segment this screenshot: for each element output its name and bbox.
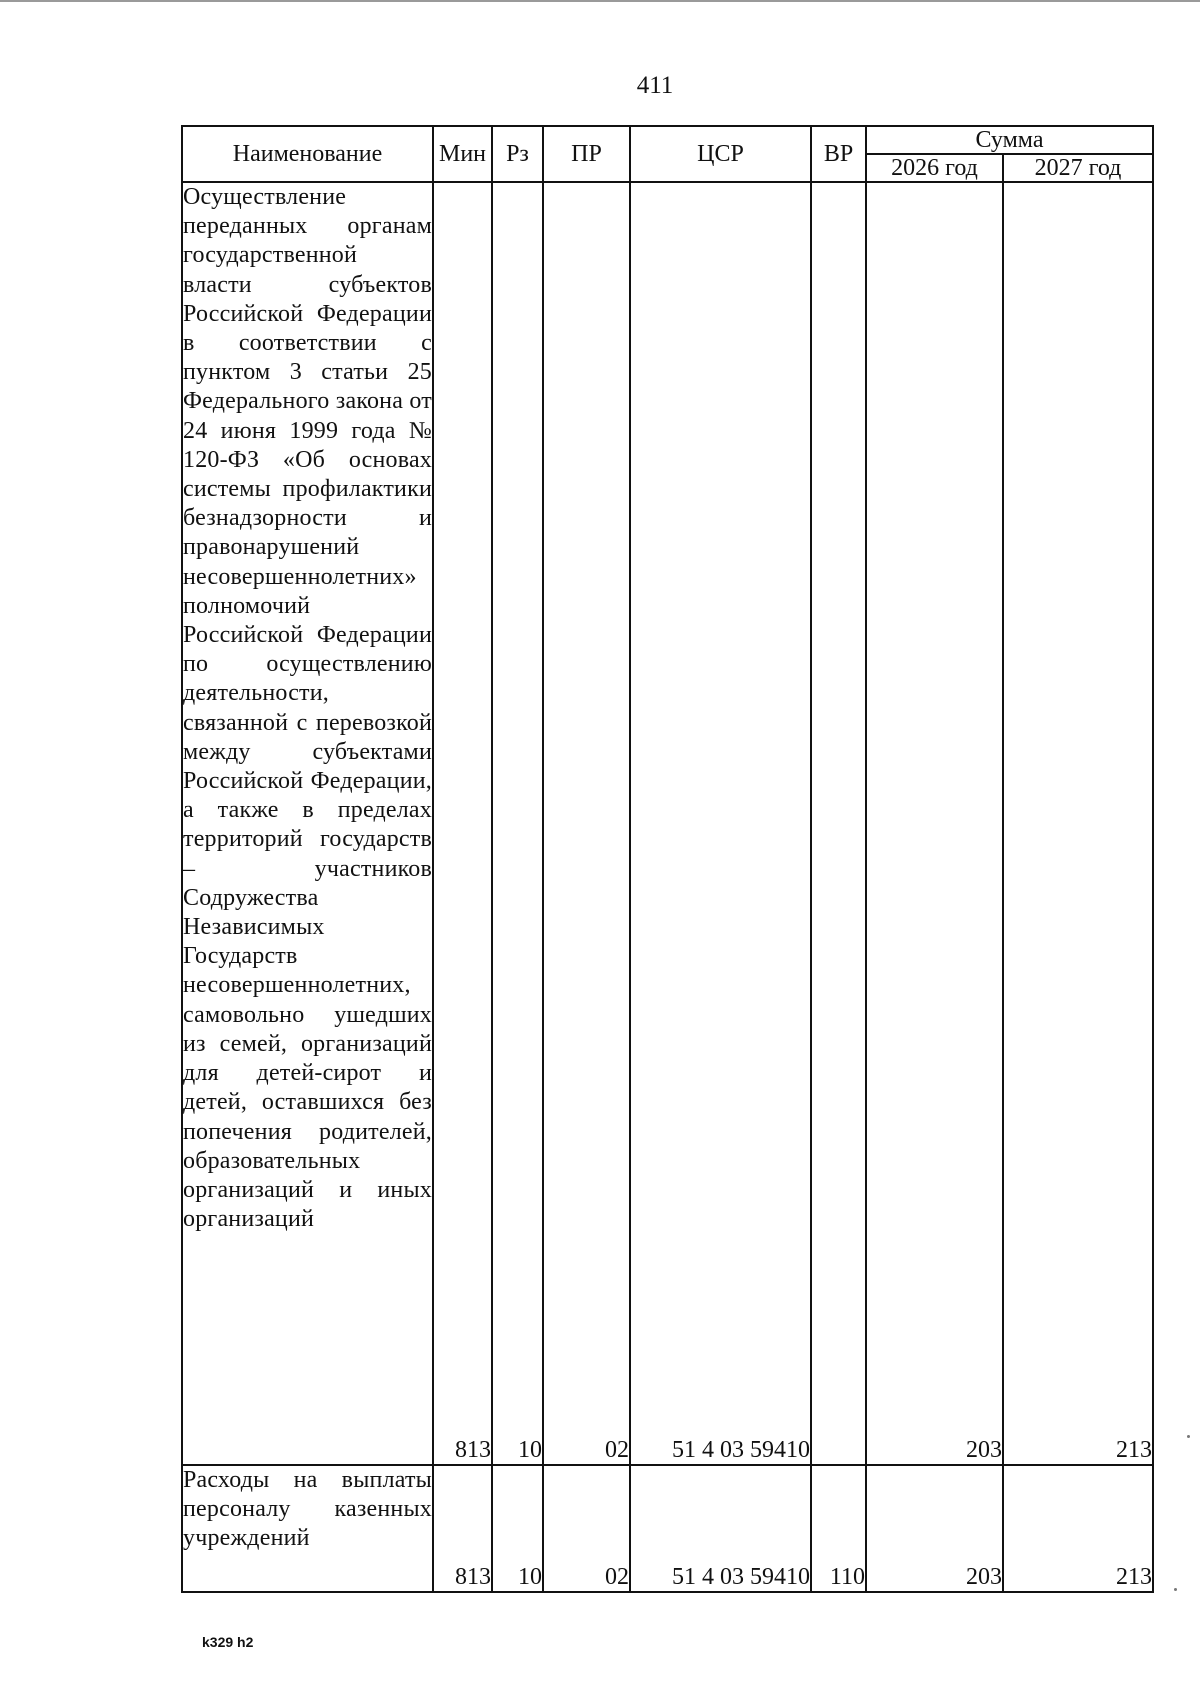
row-pr: 02: [543, 1465, 630, 1592]
row-sum-2026: 203: [866, 1465, 1003, 1592]
header-year-2027: 2027 год: [1003, 154, 1153, 182]
header-vr: ВР: [811, 126, 866, 182]
row-pr: 02: [543, 182, 630, 1465]
row-name: Расходы на выплаты персоналу казенных учреждений: [182, 1465, 433, 1592]
header-rz: Рз: [492, 126, 543, 182]
header-name: Наименование: [182, 126, 433, 182]
footer-code: k329 h2: [202, 1634, 254, 1650]
header-min: Мин: [433, 126, 492, 182]
row-min: 813: [433, 1465, 492, 1592]
table-row: [182, 1465, 1153, 1592]
header-sum: Сумма: [866, 126, 1153, 154]
row-sum-2026: 203: [866, 182, 1003, 1465]
row-sum-2027: 213: [1003, 1465, 1153, 1592]
table-row: [182, 182, 1153, 1465]
header-pr: ПР: [543, 126, 630, 182]
row-rz: 10: [492, 182, 543, 1465]
header-year-2026: 2026 год: [866, 154, 1003, 182]
scan-edge-line: [0, 0, 1200, 2]
row-min: 813: [433, 182, 492, 1465]
row-sum-2027: 213: [1003, 182, 1153, 1465]
page-number: 411: [636, 72, 674, 99]
header-csr: ЦСР: [630, 126, 811, 182]
scan-speck: [1174, 1588, 1177, 1591]
budget-table: [181, 125, 1154, 1593]
row-csr: 51 4 03 59410: [630, 182, 811, 1465]
scan-speck: [1187, 1435, 1190, 1438]
row-name: Осуществление переданных органам государственной власти субъектов Российской Федерации в соответствии с пунктом 3 статьи 25 Федерального закона от 24 июня 1999 года № 120-ФЗ «Об основах системы профилактики безнадзорности и правонарушений несовершеннолетних» полномочий Российской Федерации по осуществлению деятельности, связанной с перевозкой между субъектами Российской Федерации, а также в пределах территорий государств – участников Содружества Независимых Государств несовершеннолетних, самовольно ушедших из семей, организаций для детей-сирот и детей, оставшихся без попечения родителей, образовательных организаций и иных организаций: [182, 182, 433, 1465]
row-vr: [811, 182, 866, 1465]
row-rz: 10: [492, 1465, 543, 1592]
header-row-top: [182, 126, 1153, 154]
row-vr: 110: [811, 1465, 866, 1592]
row-csr: 51 4 03 59410: [630, 1465, 811, 1592]
